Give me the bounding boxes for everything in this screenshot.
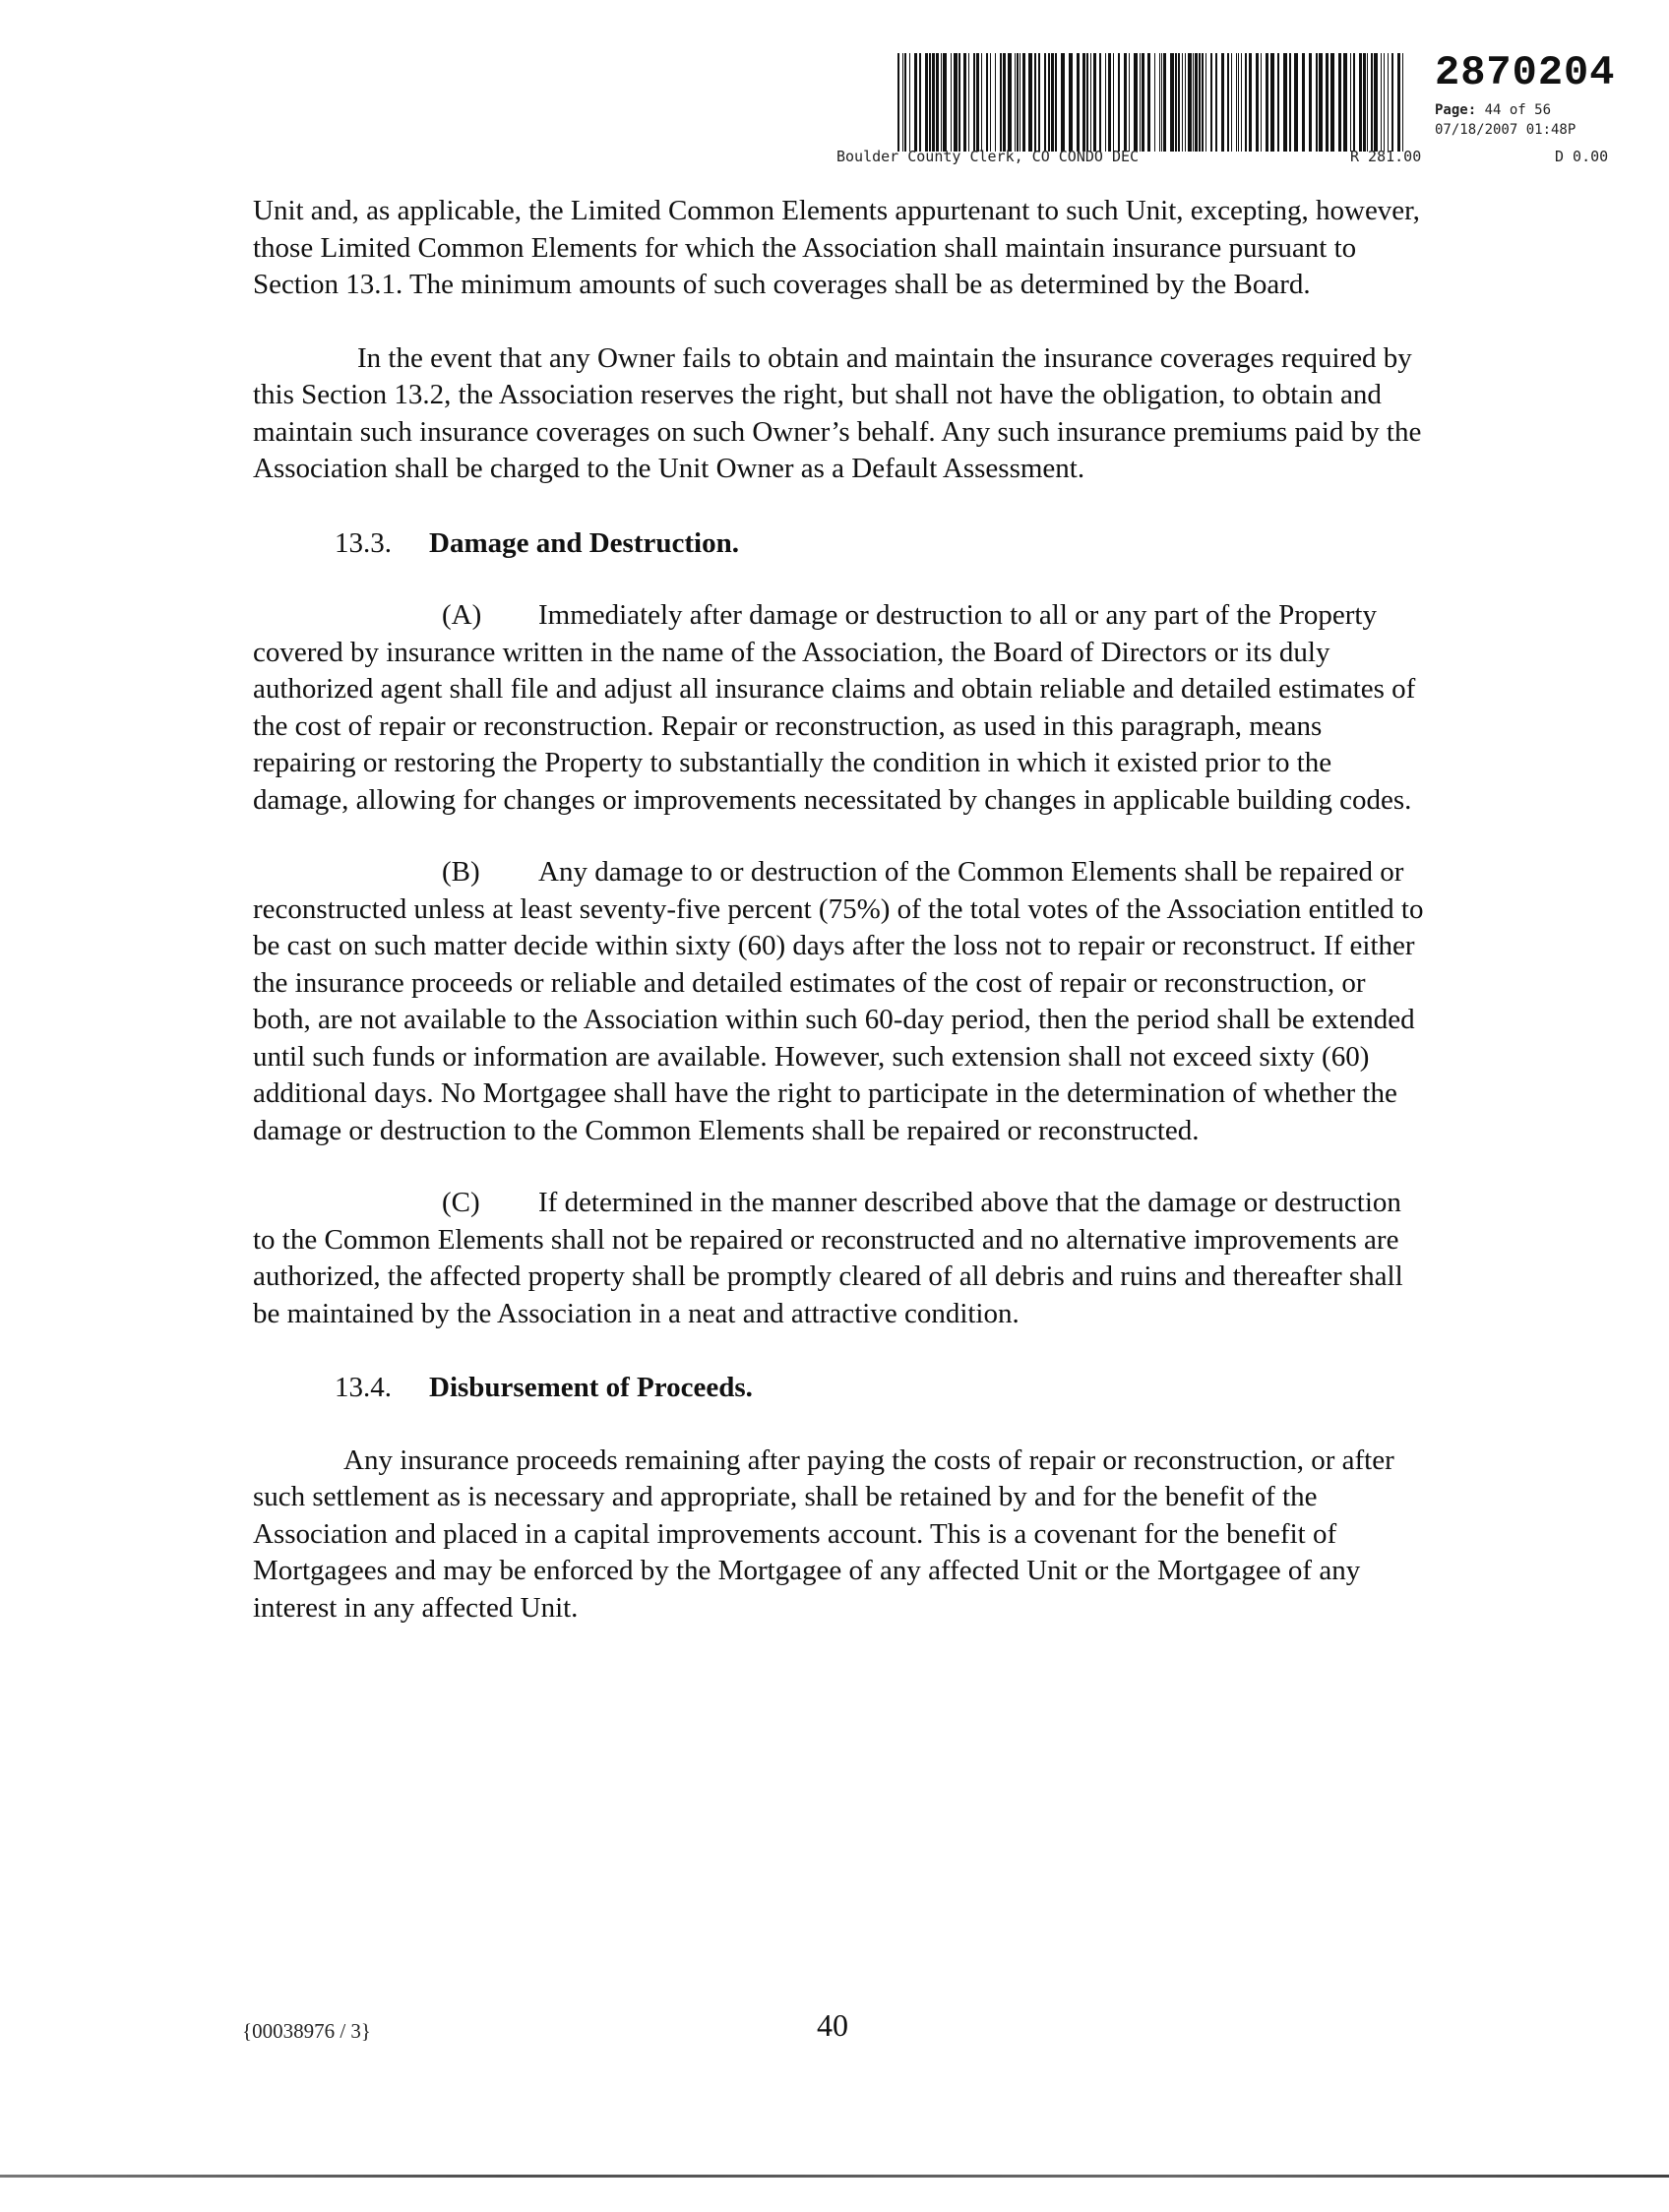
barcode-bar [1359, 53, 1362, 152]
subparagraph-c [253, 1185, 1424, 1332]
barcode-bar [1231, 53, 1232, 152]
barcode-bar [1266, 53, 1268, 152]
subparagraph-a [253, 597, 1424, 819]
barcode-bar [902, 53, 903, 152]
barcode-bar [1034, 53, 1036, 152]
paragraph-unit-coverage: Unit and, as applicable, the Limited Common Elements appurtenant to such Unit, excepting, however, those Limited Common Elements for which the Association shall maintain insurance pursuant to Section 13.1. The minimum amounts of such coverages shall be as determined by the Board. [253, 195, 1420, 300]
barcode-bar [1159, 53, 1160, 152]
barcode-bar [919, 53, 921, 152]
barcode-bar [1236, 53, 1237, 152]
barcode-bar [1238, 53, 1239, 152]
barcode-bar [1113, 53, 1114, 152]
subparagraph-text: Immediately after damage or destruction to all or any part of the Property covered by insurance written in the name of the Association, the Board of Directors or its duly authorized agent shall file and adjust all insurance claims and obtain reliable and detailed estimates of the cost of repair or reconstruction. Repair or reconstruction, as used in this paragraph, means repairing or restoring the Property to substantially the condition in which it existed prior to the damage, allowing for changes or improvements necessitated by changes in applicable building codes. [253, 599, 1416, 816]
barcode-bar [1256, 53, 1259, 152]
barcode-bar [1402, 53, 1403, 152]
barcode-bar [1326, 53, 1329, 152]
barcode-bar [1215, 53, 1217, 152]
barcode-bar [929, 53, 931, 152]
barcode-bar [1105, 53, 1106, 152]
barcode-bar [1175, 53, 1177, 152]
barcode-bar [1147, 53, 1150, 152]
barcode-bar [963, 53, 966, 152]
document-number: 2870204 [1435, 49, 1616, 96]
barcode-bar [1142, 53, 1144, 152]
barcode-bar [909, 53, 910, 152]
barcode-bar [1140, 53, 1141, 152]
barcode-bar [1343, 53, 1347, 152]
page-of: 44 of 56 [1484, 102, 1552, 118]
barcode-bar [1241, 53, 1242, 152]
page-label: Page: [1435, 102, 1477, 118]
barcode-bar [1227, 53, 1229, 152]
barcode-bar [1008, 53, 1012, 152]
barcode-bar [1069, 53, 1073, 152]
barcode-bar [1221, 53, 1224, 152]
barcode-bar [1086, 53, 1088, 152]
barcode-bar [1391, 53, 1393, 152]
barcode-bar [1397, 53, 1400, 152]
scan-edge-line [0, 2175, 1669, 2178]
barcode-bar [1015, 53, 1016, 152]
barcode-bar [943, 53, 947, 152]
recording-stamp [0, 49, 1669, 177]
barcode-bar [1129, 53, 1130, 152]
page-number: 40 [817, 2007, 848, 2043]
barcode-bar [1108, 53, 1111, 152]
barcode-bar [1193, 53, 1194, 152]
section-number: 13.4. [335, 1372, 392, 1403]
barcode-bar [1199, 53, 1201, 152]
barcode-bar [976, 53, 979, 152]
barcode-bar [1316, 53, 1318, 152]
barcode-bar [936, 53, 939, 152]
barcode-bar [1182, 53, 1183, 152]
barcode-bar [1022, 53, 1025, 152]
barcode-bar [1055, 53, 1057, 152]
barcode-bar [954, 53, 958, 152]
barcode-bar [1017, 53, 1019, 152]
barcode-bar [1178, 53, 1180, 152]
clerk-name: Boulder County Clerk, CO CONDO DEC [836, 148, 1140, 165]
barcode-bar [1038, 53, 1040, 152]
barcode-bar [951, 53, 952, 152]
barcode-bar [973, 53, 975, 152]
document-reference: {00038976 / 3} [242, 2019, 371, 2043]
barcode-bar [1051, 53, 1054, 152]
subparagraph-letter: (A) [442, 599, 482, 631]
section-title: Disbursement of Proceeds. [429, 1372, 753, 1403]
barcode-bar [1205, 53, 1206, 152]
barcode-bar [1384, 53, 1385, 152]
barcode-bar [941, 53, 942, 152]
barcode-bar [1170, 53, 1174, 152]
doc-fee: D 0.00 [1555, 148, 1609, 165]
barcode-bar [1134, 53, 1138, 152]
barcode-bar [1350, 53, 1351, 152]
barcode-bar [1061, 53, 1065, 152]
barcode-bar [1077, 53, 1080, 152]
barcode-bar [1161, 53, 1162, 152]
barcode-bar [1188, 53, 1192, 152]
barcode-bar [1353, 53, 1355, 152]
barcode-bar [1202, 53, 1204, 152]
recording-fee: R 281.00 [1350, 148, 1422, 165]
barcode-image [897, 53, 1403, 152]
section-13-3-heading [253, 525, 1424, 563]
barcode-bar [1124, 53, 1127, 152]
section-number: 13.3. [335, 526, 392, 559]
barcode-bar [1245, 53, 1247, 152]
barcode-bar [1185, 53, 1186, 152]
barcode-bar [958, 53, 960, 152]
subparagraph-text: Any damage to or destruction of the Common Elements shall be repaired or reconstructed unless at least seventy-five percent (75%) of the total votes of the Association entitled to be cast on such matter decide within sixty (60) days after the loss not to repair or reconstruct. If either the insurance proceeds or reliable and detailed estimates of the cost of repair or reconstruction, or both, are not available to the Association within such 60-day period, then the period shall be extended until such funds or information are available. However, such extension shall not exceed sixty (60) additional days. No Mortgagee shall have the right to participate in the determination of whether the damage or destruction to the Common Elements shall be repaired or reconstructed. [253, 856, 1424, 1146]
barcode-bar [1371, 53, 1373, 152]
barcode-bar [1048, 53, 1050, 152]
barcode-bar [1388, 53, 1389, 152]
barcode-bar [986, 53, 988, 152]
barcode-bar [1154, 53, 1155, 152]
subparagraph-letter: (B) [442, 856, 480, 888]
subparagraph-letter: (C) [442, 1187, 480, 1218]
paragraph-owner-failure: In the event that any Owner fails to obtain and maintain the insurance coverages required by this Section 13.2, the Association reserves the right, but shall not have the obligation, to obtain and maintain such insurance coverages on such Owner’s behalf. Any such insurance premiums paid by the Association shall be charged to the Unit Owner as a Default Assessment. [253, 341, 1422, 484]
barcode-bar [995, 53, 996, 152]
barcode-bar [1210, 53, 1212, 152]
barcode-bar [904, 53, 906, 152]
section-13-4-heading [253, 1370, 1424, 1407]
barcode-bar [1367, 53, 1368, 152]
section-title: Damage and Destruction. [429, 526, 739, 559]
barcode-bar [1374, 53, 1378, 152]
barcode-bar [1363, 53, 1366, 152]
barcode-bar [1283, 53, 1287, 152]
barcode-bar [914, 53, 917, 152]
barcode-bar [1338, 53, 1341, 152]
barcode-bar [1294, 53, 1298, 152]
barcode-bar [932, 53, 935, 152]
barcode-bar [1000, 53, 1002, 152]
recorded-datetime: 07/18/2007 01:48P [1435, 122, 1576, 138]
subparagraph-text: If determined in the manner described above that the damage or destruction to the Common Elements shall not be repaired or reconstructed and no alternative improvements are authorized, the affected property shall be promptly cleared of all debris and ruins and thereafter shall be maintained by the Association in a neat and attractive condition. [253, 1187, 1403, 1329]
barcode-bar [990, 53, 991, 152]
barcode-bar [1028, 53, 1032, 152]
barcode-bar [1163, 53, 1166, 152]
barcode-bar [1093, 53, 1096, 152]
barcode-bar [1289, 53, 1291, 152]
barcode-bar [925, 53, 928, 152]
barcode-bar [968, 53, 969, 152]
barcode-bar [1319, 53, 1323, 152]
subparagraph-b [253, 854, 1424, 1149]
barcode-bar [1381, 53, 1382, 152]
barcode-bar [1249, 53, 1252, 152]
barcode-bar [1309, 53, 1312, 152]
page-info [1435, 100, 1576, 140]
barcode-bar [1195, 53, 1198, 152]
paragraph-proceeds: Any insurance proceeds remaining after paying the costs of repair or reconstruction, or after such settlement as is necessary and appropriate, shall be retained by and for the benefit of the Association and placed in a capital improvements account. This is a covenant for the benefit of Mortgagees and may be enforced by the Mortgagee of any affected Unit or the Mortgagee of any interest in any affected Unit. [253, 1444, 1394, 1624]
barcode-bar [1270, 53, 1274, 152]
barcode-bar [1044, 53, 1046, 152]
barcode-bar [897, 53, 899, 152]
barcode-bar [1261, 53, 1262, 152]
barcode-bar [1277, 53, 1279, 152]
barcode-bar [1099, 53, 1101, 152]
barcode-bar [1330, 53, 1334, 152]
barcode-bar [1003, 53, 1006, 152]
barcode-bar [1090, 53, 1091, 152]
barcode-bar [981, 53, 982, 152]
document-body [253, 193, 1424, 1627]
barcode-bar [1118, 53, 1120, 152]
barcode-bar [1082, 53, 1085, 152]
barcode-bar [1302, 53, 1305, 152]
